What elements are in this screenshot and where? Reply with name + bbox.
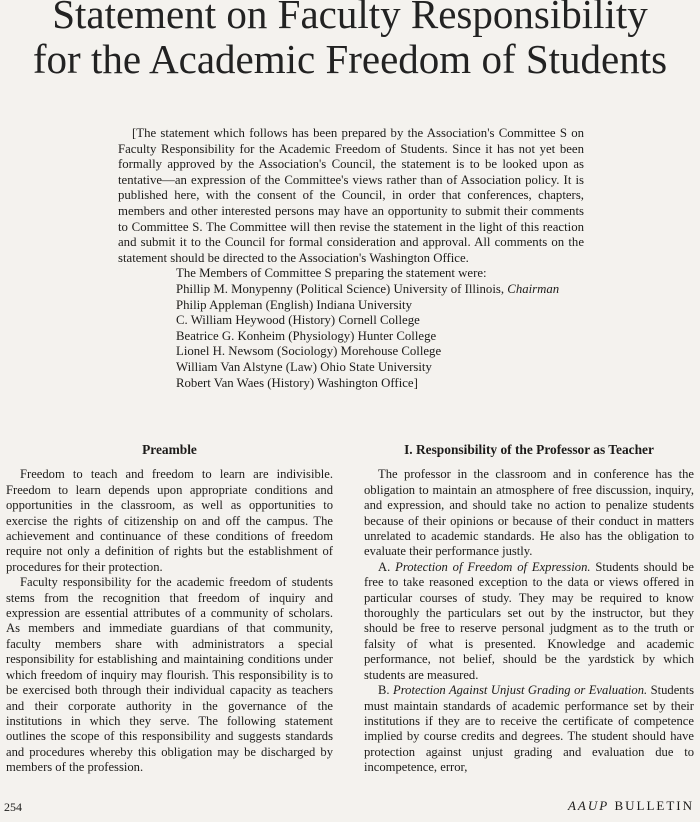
- subsection-b-title: Protection Against Unjust Grading or Evaluation.: [393, 683, 648, 698]
- preamble-column: [6, 442, 333, 776]
- member-line: Phillip M. Monypenny (Political Science) University of Illinois, Chairman: [176, 281, 560, 296]
- section-1-paragraph-a: A. Protection of Freedom of Expression. Students should be free to take reasoned exception to the data or views offered in particular courses of study. They may be required to know thoroughly the particulars set out by the instructor, but they should be free to reserve personal judgment as to the truth or falsity of what is presented. Knowledge and academic performance, not belief, should be the yardstick by which students are measured.: [364, 559, 694, 682]
- title-line-2: for the Academic Freedom of Students: [32, 36, 668, 82]
- preamble-paragraph-1: Freedom to teach and freedom to learn are indivisible. Freedom to learn depends upon appropriate conditions and opportunities in the classroom, as well as opportunities to exercise the rights of citizenship on and off the campus. The achievement and continuance of these conditions of freedom require not only a definition of rights but the establishment of procedures for their protection.: [6, 467, 333, 574]
- editorial-note: [118, 126, 584, 391]
- chairman-label: Chairman: [507, 281, 560, 296]
- page-number: 254: [4, 800, 22, 814]
- section-1-paragraph-b: B. Protection Against Unjust Grading or Evaluation. Students must maintain standards of academic performance set by their institutions if they are to receive the certificate of competence implied by course credits and degrees. The student should have protection against unjust grading and evaluation due to incompetence, error,: [364, 683, 694, 775]
- members-header: The Members of Committee S preparing the statement were:: [176, 266, 487, 281]
- title-line-1: Statement on Faculty Responsibility: [52, 0, 648, 37]
- intro-paragraph: [The statement which follows has been prepared by the Association's Committee S on Faculty Responsibility for the Academic Freedom of Students. Since it has not yet been formally approved by the Association's Council, the statement is to be looked upon as tentative—an expression of the Committee's views rather than of Association policy. It is published here, with the consent of the Council, in order that conferences, chapters, members and other interested persons may have an opportunity to submit their comments to Committee S. The Committee will then revise the statement in the light of this reaction and submit it to the Council for formal consideration and approval. All comments on the statement should be directed to the Association's Washington Office.: [118, 126, 584, 265]
- member-line: C. William Heywood (History) Cornell College: [176, 313, 420, 328]
- member-line: Beatrice G. Konheim (Physiology) Hunter College: [176, 328, 437, 343]
- member-line: Philip Appleman (English) Indiana University: [176, 297, 412, 312]
- section-1-paragraph-1: The professor in the classroom and in conference has the obligation to maintain an atmosphere of free discussion, inquiry, and expression, and should take no action to penalize students because of their opinions or because of their conduct in matters unrelated to academic standards. He also has the obligation to evaluate their performance justly.: [364, 467, 694, 559]
- committee-members: [176, 266, 584, 391]
- page-title: [0, 0, 700, 82]
- member-line: Robert Van Waes (History) Washington Office]: [176, 375, 418, 390]
- preamble-heading: Preamble: [142, 442, 197, 457]
- subsection-a-title: Protection of Freedom of Expression.: [395, 559, 591, 574]
- member-line: Lionel H. Newsom (Sociology) Morehouse College: [176, 344, 442, 359]
- section-1-heading: I. Responsibility of the Professor as Teacher: [404, 442, 654, 457]
- member-line: William Van Alstyne (Law) Ohio State University: [176, 359, 432, 374]
- preamble-paragraph-2: Faculty responsibility for the academic freedom of students stems from the recognition that freedom of inquiry and expression are essential attributes of a community of scholars. As members and immediate guardians of that community, faculty members share with administrators a special responsibility for establishing and maintaining conditions under which freedom of inquiry may flourish. This responsibility is to be exercised both through their individual capacity as teachers and their corporate authority in the governance of the institutions in which they serve. The following statement outlines the scope of this responsibility and suggests standards and procedures whereby this obligation may be discharged by members of the profession.: [6, 575, 333, 775]
- section-1-column: [364, 442, 694, 776]
- journal-name: AAUP BULLETIN: [567, 798, 694, 813]
